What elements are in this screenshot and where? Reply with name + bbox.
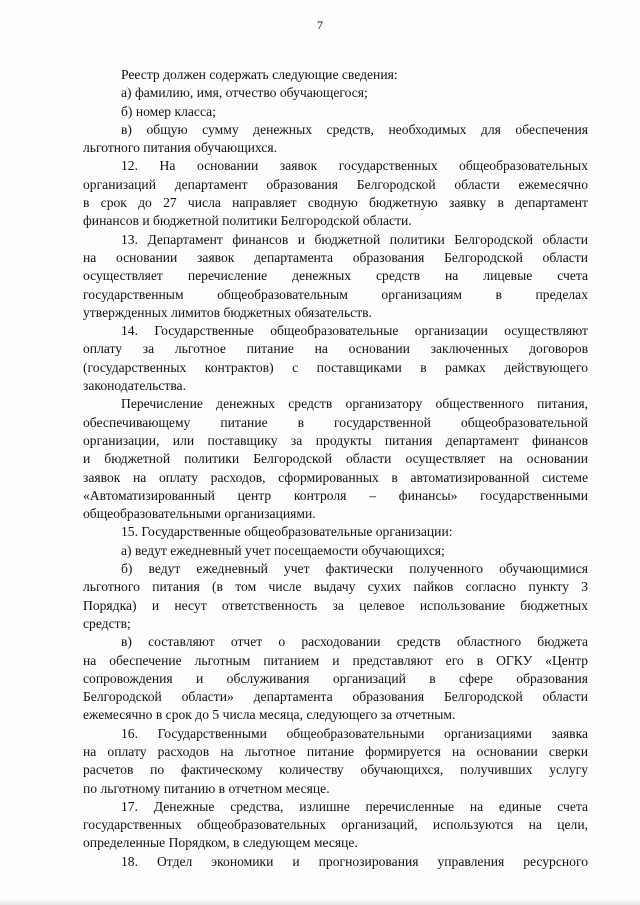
- paragraph-line: б) номер класса;: [121, 103, 216, 119]
- paragraph-line: на основании заявок департамента образования Белгородской области: [83, 249, 588, 265]
- paragraph-p12: [83, 633, 588, 724]
- paragraph-line: на обеспечение льготным питанием и представляют его в ОГКУ «Центр: [83, 652, 588, 668]
- paragraph-line: а) ведут ежедневный учет посещаемости обучающихся;: [121, 542, 445, 558]
- paragraph-line: Реестр должен содержать следующие сведения:: [121, 67, 398, 82]
- paragraph-line: 13. Департамент финансов и бюджетной политики Белгородской области: [121, 231, 588, 247]
- paragraph-line: по льготному питанию в отчетном месяце.: [83, 780, 330, 796]
- paragraph-p9: [83, 523, 588, 541]
- paragraph-line: в срок до 27 числа направляет сводную бюджетную заявку в департамент: [83, 195, 588, 211]
- page-number: 7: [317, 18, 323, 32]
- paragraph-line: организации, или поставщику за продукты питания департамент финансов: [83, 432, 588, 448]
- paragraph-line: оплату за льготное питание на основании заключенных договоров: [83, 341, 588, 357]
- paragraph-line: расчетов по фактическому количеству обучающихся, получивших услугу: [83, 762, 588, 778]
- paragraph-line: «Автоматизированный центр контроля – финансы» государственными: [83, 487, 588, 503]
- paragraph-line: сопровождения и обслуживания организаций в сфере образования: [83, 670, 588, 686]
- paragraph-line: 16. Государственными общеобразовательными организациями заявка: [121, 725, 588, 741]
- page-bottom-edge: [0, 899, 640, 905]
- paragraph-p5: [83, 157, 588, 230]
- paragraph-line: льготного питания обучающихся.: [83, 140, 278, 156]
- paragraph-line: организаций департамент образования Белгородской области ежемесячно: [83, 176, 588, 192]
- paragraph-p15: [83, 853, 588, 871]
- paragraph-line: в) общую сумму денежных средств, необходимых для обеспечения: [121, 121, 588, 137]
- paragraph-line: определенные Порядком, в следующем месяце.: [83, 835, 358, 851]
- paragraph-line: Белгородской области» департамента образования Белгородской области: [83, 689, 588, 705]
- paragraph-line: 12. На основании заявок государственных общеобразовательных: [121, 158, 588, 174]
- paragraph-line: на оплату расходов на льготное питание формируется на основании сверки: [83, 743, 588, 759]
- paragraph-line: 18. Отдел экономики и прогнозирования управления ресурсного: [121, 853, 588, 869]
- paragraph-line: б) ведут ежедневный учет фактически полученного обучающимися: [121, 561, 588, 577]
- paragraph-line: в) составляют отчет о расходовании средств областного бюджета: [121, 634, 588, 650]
- paragraph-line: финансов и бюджетной политики Белгородской области.: [83, 213, 412, 229]
- paragraph-line: Порядка) и несут ответственность за целевое использование бюджетных: [83, 597, 588, 613]
- paragraph-line: 17. Денежные средства, излишне перечисленные на единые счета: [121, 798, 588, 814]
- paragraph-line: ежемесячно в срок до 5 числа месяца, следующего за отчетным.: [83, 707, 456, 723]
- paragraph-line: 14. Государственные общеобразовательные организации осуществляют: [121, 323, 588, 339]
- paragraph-line: заявок на оплату расходов, сформированных в автоматизированной системе: [83, 469, 588, 485]
- paragraph-p8: [83, 395, 588, 523]
- paragraph-p2: [83, 84, 588, 102]
- paragraph-line: льготного питания (в том числе выдачу сухих пайков согласно пункту 3: [83, 579, 588, 595]
- paragraph-line: осуществляет перечисление денежных средств на лицевые счета: [83, 268, 588, 284]
- paragraph-p3: [83, 103, 588, 121]
- paragraph-p7: [83, 322, 588, 395]
- paragraph-line: общеобразовательными организациями.: [83, 506, 316, 522]
- paragraph-p13: [83, 725, 588, 798]
- paragraph-p1: [83, 66, 588, 84]
- document-body: [83, 66, 588, 871]
- paragraph-line: государственным общеобразовательным организациям в пределах: [83, 286, 588, 302]
- paragraph-line: (государственных контрактов) с поставщиками в рамках действующего: [83, 359, 588, 375]
- paragraph-p11: [83, 560, 588, 633]
- paragraph-line: средств;: [83, 615, 131, 631]
- paragraph-line: Перечисление денежных средств организатору общественного питания,: [121, 396, 588, 412]
- paragraph-line: и бюджетной политики Белгородской области осуществляет на основании: [83, 451, 588, 467]
- paragraph-line: законодательства.: [83, 378, 186, 394]
- paragraph-p10: [83, 542, 588, 560]
- paragraph-line: утвержденных лимитов бюджетных обязательств.: [83, 304, 372, 320]
- paragraph-p14: [83, 798, 588, 853]
- paragraph-p4: [83, 121, 588, 158]
- paragraph-line: обеспечивающему питание в государственной общеобразовательной: [83, 414, 588, 430]
- paragraph-line: а) фамилию, имя, отчество обучающегося;: [121, 85, 368, 101]
- paragraph-line: государственных общеобразовательных организаций, используются на цели,: [83, 817, 588, 833]
- paragraph-line: 15. Государственные общеобразовательные организации:: [121, 524, 453, 540]
- paragraph-p6: [83, 231, 588, 322]
